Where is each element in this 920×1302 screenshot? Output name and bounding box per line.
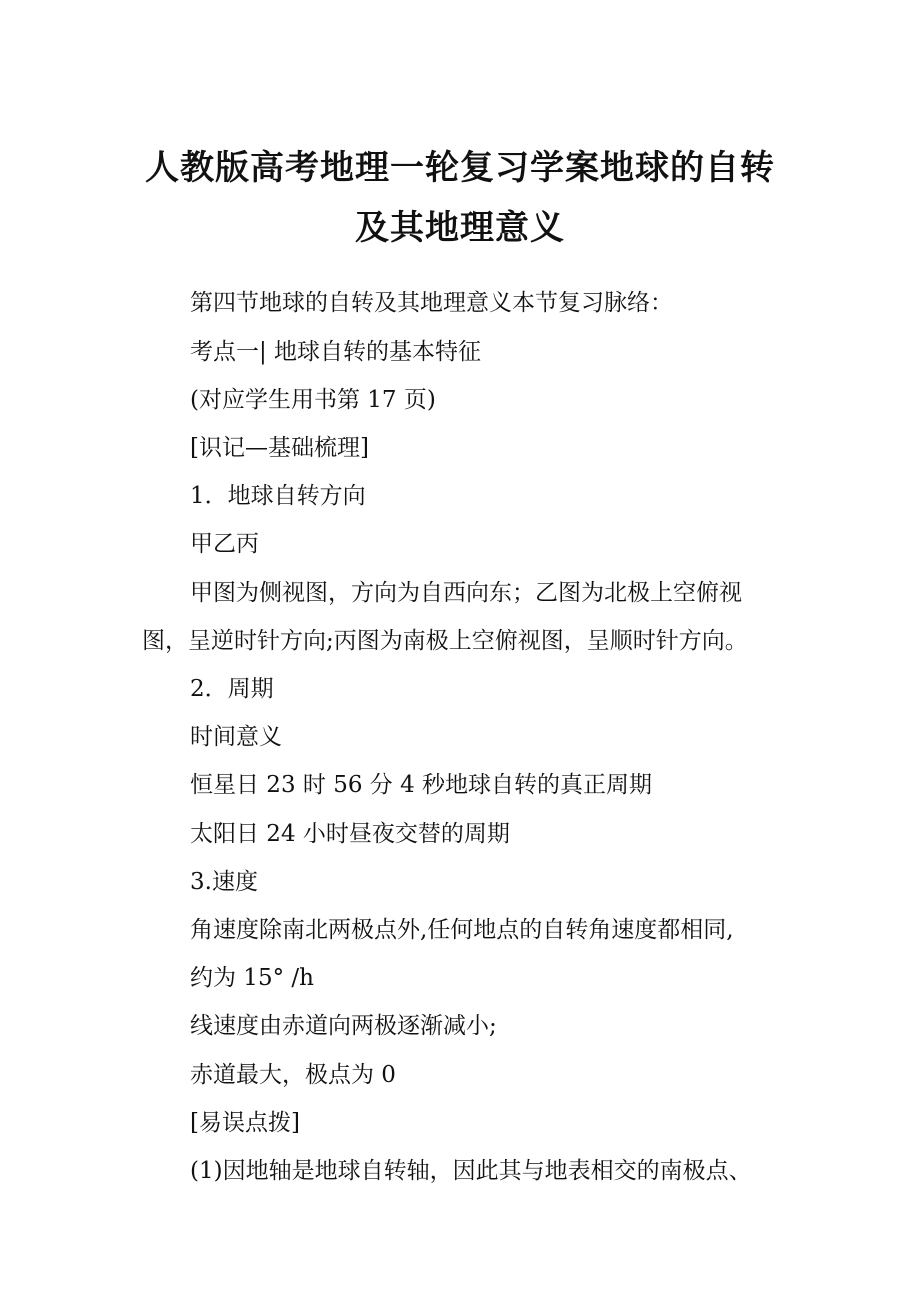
paragraph-line: 甲图为侧视图，方向为自西向东；乙图为北极上空俯视 <box>190 580 742 606</box>
item-heading-direction: 1．地球自转方向 <box>190 483 366 509</box>
paragraph-line: 恒星日 23 时 56 分 4 秒地球自转的真正周期 <box>190 772 653 798</box>
subsection-label: [识记—基础梳理] <box>190 435 369 461</box>
paragraph-line: 约为 15° /h <box>190 965 314 991</box>
paragraph-line: 太阳日 24 小时昼夜交替的周期 <box>190 821 510 847</box>
paragraph-line: (1)因地轴是地球自转轴，因此其与地表相交的南极点、 <box>190 1158 752 1184</box>
figure-labels: 甲乙丙 <box>190 531 259 557</box>
item-heading-period: 2．周期 <box>190 676 274 702</box>
paragraph-line: 图，呈逆时针方向;丙图为南极上空俯视图，呈顺时针方向。 <box>142 628 748 654</box>
document-title-line-1: 人教版高考地理一轮复习学案地球的自转 <box>145 148 775 188</box>
paragraph-line: 时间意义 <box>190 724 282 750</box>
paragraph-line: 线速度由赤道向两极逐渐减小; <box>190 1013 497 1039</box>
paragraph-line: 角速度除南北两极点外,任何地点的自转角速度都相同, <box>190 917 734 943</box>
paragraph-line: 赤道最大，极点为 0 <box>190 1062 396 1088</box>
book-reference: (对应学生用书第 17 页) <box>190 387 436 413</box>
document-title-line-2: 及其地理意义 <box>355 208 565 248</box>
section-intro: 第四节地球的自转及其地理意义本节复习脉络： <box>190 290 673 316</box>
subsection-label: [易误点拨] <box>190 1110 300 1136</box>
item-heading-speed: 3.速度 <box>190 869 258 895</box>
topic-heading: 考点一| 地球自转的基本特征 <box>190 339 482 365</box>
